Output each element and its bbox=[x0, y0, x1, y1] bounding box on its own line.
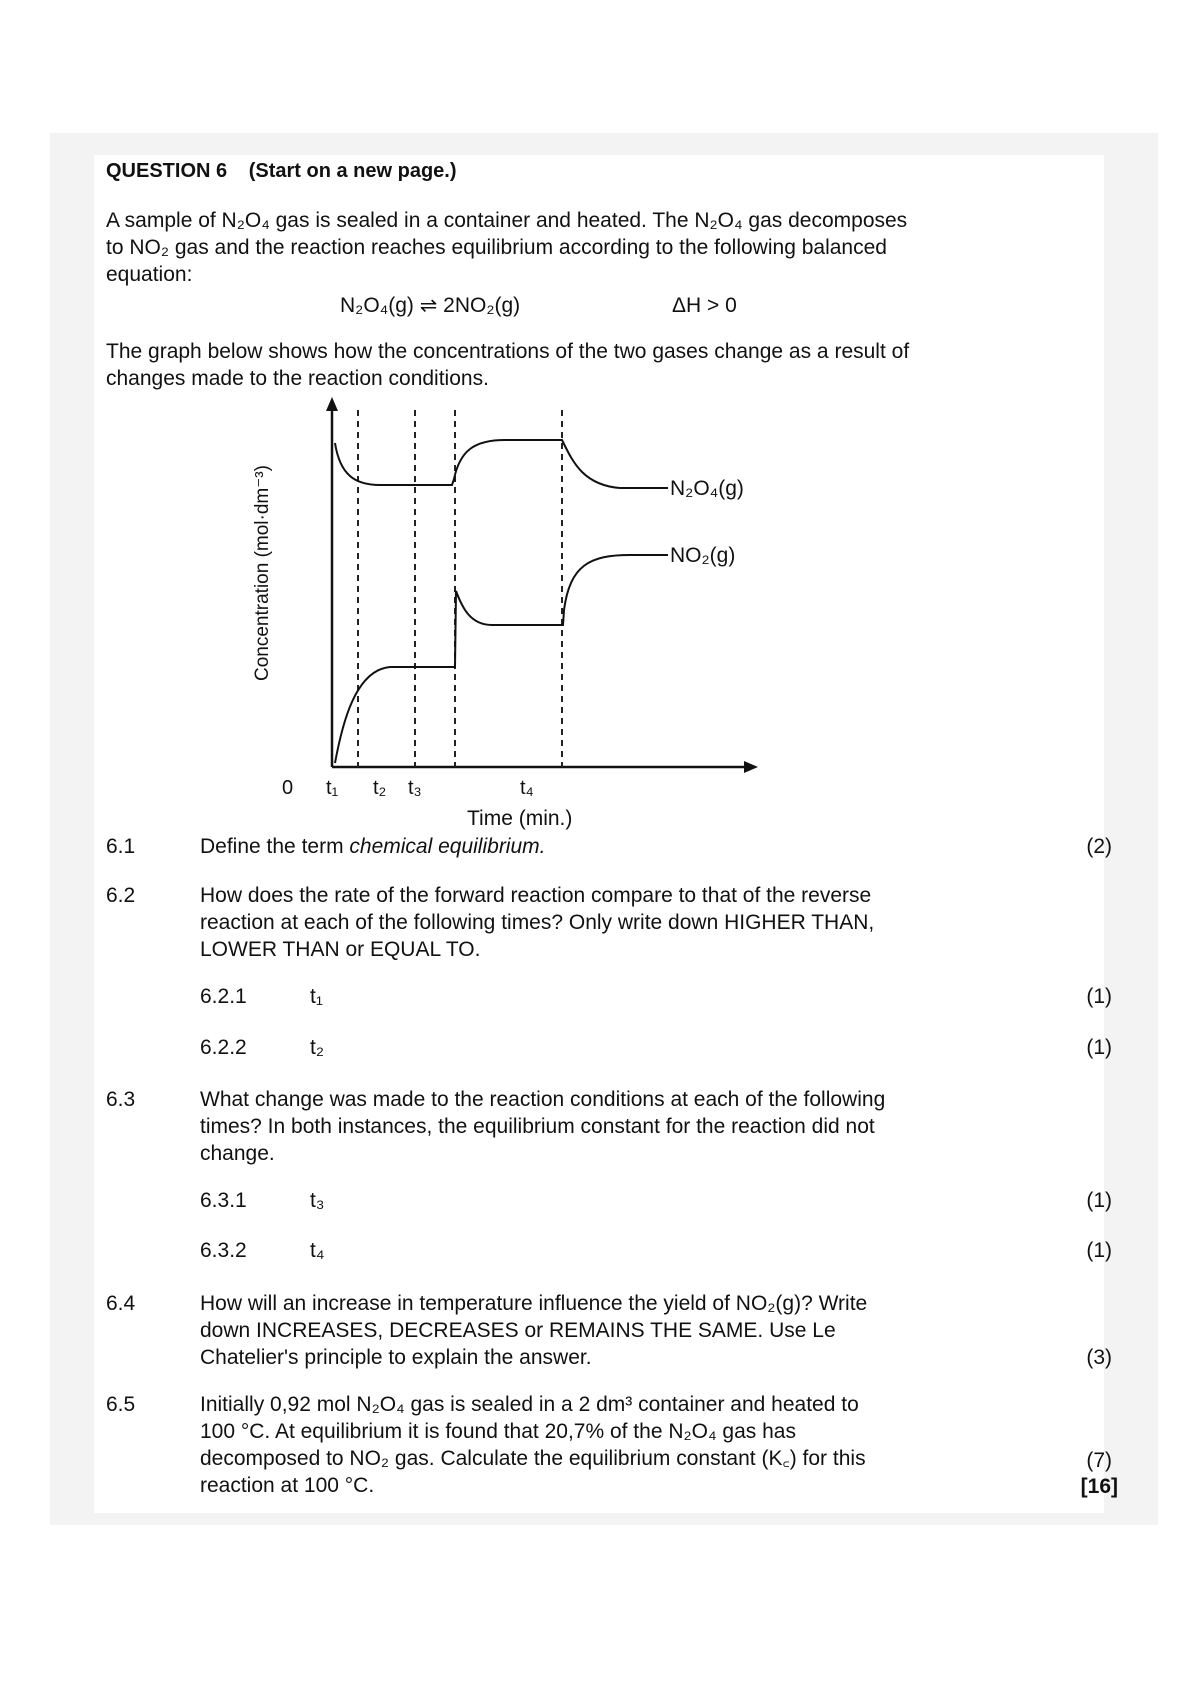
item-text-emphasis: chemical equilibrium. bbox=[349, 835, 546, 858]
x-tick-label: t₄ bbox=[520, 777, 534, 799]
description-line: changes made to the reaction conditions. bbox=[106, 367, 489, 390]
item-text bbox=[200, 833, 545, 860]
question-6-2 bbox=[106, 882, 1106, 1022]
sub-item-number: 6.2.1 bbox=[200, 985, 247, 1008]
item-line: How will an increase in temperature influence the yield of NO₂(g)? Write bbox=[200, 1292, 868, 1315]
item-line: Initially 0,92 mol N₂O₄ gas is sealed in a 2 dm³ container and heated to bbox=[200, 1393, 859, 1416]
question-heading bbox=[106, 160, 457, 183]
item-line: down INCREASES, DECREASES or REMAINS THE SAME. Use Le bbox=[200, 1319, 836, 1342]
enthalpy-change: ΔH > 0 bbox=[672, 294, 737, 317]
marks: (1) bbox=[1086, 1189, 1112, 1212]
intro-line: to NO₂ gas and the reaction reaches equilibrium according to the following balanced bbox=[106, 236, 887, 259]
item-number: 6.5 bbox=[106, 1393, 136, 1416]
sub-item-text: t₁ bbox=[310, 985, 323, 1008]
n2o4-label: N₂O₄(g) bbox=[670, 477, 744, 500]
item-text bbox=[200, 1391, 1028, 1499]
marks: (1) bbox=[1086, 1239, 1112, 1262]
marks: (3) bbox=[1086, 1346, 1112, 1369]
sub-item-text: t₄ bbox=[310, 1239, 325, 1262]
question-6-5 bbox=[106, 1391, 1118, 1503]
item-text-plain: Define the term bbox=[200, 835, 350, 858]
item-line: 100 °C. At equilibrium it is found that 20,7% of the N₂O₄ gas has bbox=[200, 1420, 796, 1443]
sub-item-number: 6.3.1 bbox=[200, 1189, 247, 1212]
x-tick-label: t₂ bbox=[373, 777, 387, 799]
marks: (1) bbox=[1086, 1036, 1112, 1059]
item-number: 6.1 bbox=[106, 835, 136, 858]
intro-line: A sample of N₂O₄ gas is sealed in a container and heated. The N₂O₄ gas decomposes bbox=[106, 209, 908, 232]
intro-paragraph bbox=[106, 207, 1028, 288]
marks: (1) bbox=[1086, 985, 1112, 1008]
item-line: decomposed to NO₂ gas. Calculate the equilibrium constant (K꜀) for this bbox=[200, 1447, 866, 1470]
x-axis-arrow bbox=[744, 761, 758, 773]
n2o4-curve bbox=[335, 440, 668, 488]
balanced-equation: N₂O₄(g) ⇌ 2NO₂(g) bbox=[340, 294, 521, 317]
item-line: reaction at each of the following times? Only write down HIGHER THAN, bbox=[200, 911, 875, 934]
item-line: reaction at 100 °C. bbox=[200, 1474, 375, 1497]
x-tick-label: 0 bbox=[282, 777, 294, 799]
y-axis-arrow bbox=[326, 397, 338, 411]
sub-item-number: 6.3.2 bbox=[200, 1239, 247, 1262]
sub-item-text: t₂ bbox=[310, 1036, 324, 1059]
item-line: change. bbox=[200, 1142, 275, 1165]
description-line: The graph below shows how the concentrations of the two gases change as a result of bbox=[106, 340, 910, 363]
item-text bbox=[200, 882, 1028, 963]
question-note: (Start on a new page.) bbox=[248, 160, 457, 182]
item-number: 6.3 bbox=[106, 1088, 136, 1111]
item-number: 6.2 bbox=[106, 884, 136, 907]
question-6-4 bbox=[106, 1290, 1112, 1374]
item-text bbox=[200, 1290, 1028, 1371]
x-axis-label: Time (min.) bbox=[467, 807, 573, 830]
sub-item-number: 6.2.2 bbox=[200, 1036, 247, 1059]
concentration-time-graph bbox=[230, 395, 790, 835]
item-number: 6.4 bbox=[106, 1292, 136, 1315]
x-tick-label: t₃ bbox=[408, 777, 422, 799]
marks: (2) bbox=[1086, 835, 1112, 858]
item-line: LOWER THAN or EQUAL TO. bbox=[200, 938, 481, 961]
intro-line: equation: bbox=[106, 263, 193, 286]
item-line: What change was made to the reaction conditions at each of the following bbox=[200, 1088, 886, 1111]
y-axis-label: Concentration (mol·dm⁻³) bbox=[252, 465, 273, 681]
no2-curve bbox=[335, 555, 668, 763]
graph-description bbox=[106, 338, 1028, 392]
item-text bbox=[200, 1086, 1028, 1167]
x-tick-label: t₁ bbox=[326, 777, 339, 799]
item-line: How does the rate of the forward reaction compare to that of the reverse bbox=[200, 884, 872, 907]
no2-label: NO₂(g) bbox=[670, 544, 736, 567]
sub-item-text: t₃ bbox=[310, 1189, 325, 1212]
item-line: times? In both instances, the equilibrium constant for the reaction did not bbox=[200, 1115, 875, 1138]
marks: (7) bbox=[1086, 1449, 1112, 1472]
question-number: QUESTION 6 bbox=[106, 160, 228, 182]
question-total: [16] bbox=[1080, 1475, 1118, 1498]
item-line: Chatelier's principle to explain the answer. bbox=[200, 1346, 592, 1369]
